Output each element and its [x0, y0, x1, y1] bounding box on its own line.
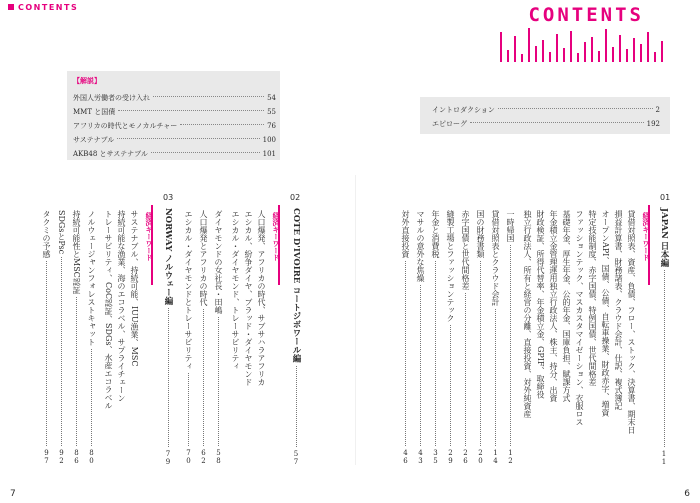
- toc-entry-page: 46: [401, 449, 410, 465]
- toc-entry-page: 14: [491, 449, 500, 465]
- section-title-japan: [658, 208, 670, 466]
- toc-entry-title: 年金と消費税: [431, 210, 440, 258]
- section-number: 03: [163, 193, 174, 202]
- decorative-bar: [507, 50, 509, 62]
- leader-dots: [480, 261, 481, 446]
- header-right-title: CONTENTS: [528, 4, 644, 26]
- leader-dots: [118, 110, 264, 111]
- leader-dots: [420, 285, 421, 446]
- decorative-bar: [584, 42, 586, 62]
- keyword-line: ファッションテック、マスカスタマイゼーション、衣服ロス: [575, 210, 584, 426]
- section-number: 01: [660, 193, 671, 202]
- commentary-box: [67, 71, 280, 160]
- intro-box: [420, 97, 670, 134]
- toc-entry: [416, 210, 424, 465]
- decorative-bar: [563, 48, 565, 62]
- commentary-item: [73, 148, 276, 159]
- leader-dots: [151, 152, 260, 153]
- decorative-bar: [661, 41, 663, 62]
- decorative-bar: [521, 54, 523, 62]
- decorative-bar: [598, 51, 600, 62]
- page-gutter: [355, 175, 356, 465]
- keyword-line: サステナブル、持続可能、IUU漁業、MSC: [130, 210, 139, 367]
- toc-entry: [506, 210, 514, 465]
- commentary-item: [73, 120, 276, 131]
- toc-entry-title: 一時帰国: [506, 210, 515, 242]
- toc-entry-page: 43: [416, 449, 425, 465]
- toc-entry-title: 赤字国債と世代間格差: [461, 210, 470, 290]
- section-page: 79: [164, 450, 172, 466]
- section-title-norway: [162, 208, 174, 466]
- section-title-text: JAPAN 日本編: [659, 208, 669, 268]
- toc-entry: [461, 210, 469, 465]
- leader-dots: [168, 308, 169, 447]
- toc-entry-title: 貸借対照表とクラウド会計: [491, 210, 500, 306]
- intro-item: [432, 104, 660, 115]
- toc-entry-page: 70: [184, 449, 193, 465]
- toc-entry-page: 26: [461, 449, 470, 465]
- leader-dots: [76, 297, 77, 446]
- decorative-bar: [514, 36, 516, 62]
- toc-entry: [57, 210, 65, 465]
- leader-dots: [664, 270, 665, 447]
- toc-entry-page: 35: [431, 449, 440, 465]
- toc-entry-page: 92: [57, 449, 66, 465]
- keyword-line: エシカル・ダイヤモンド、トレーサビリティ: [231, 210, 240, 370]
- toc-entry-title: 人口爆発とアフリカの時代: [199, 210, 208, 306]
- commentary-item: [73, 92, 276, 103]
- decorative-bar: [605, 29, 607, 62]
- commentary-item: [73, 134, 276, 145]
- toc-entry-title: 持続可能性とMSC認証: [72, 210, 81, 294]
- keyword-line: 貸借対照表、資産、負債、フロー、ストック、決算書、期末日: [627, 210, 636, 434]
- toc-entry-page: 12: [506, 449, 515, 465]
- commentary-item-title: MMT と国債: [73, 107, 116, 116]
- section-title-text: NORWAY ノルウェー編: [163, 208, 173, 306]
- leader-dots: [218, 317, 219, 446]
- toc-entry: [476, 210, 484, 465]
- keyword-line: トレーサビリティ、CoC認証、SDGs、水産エコラベル: [104, 210, 113, 410]
- commentary-item-page: 76: [267, 121, 276, 130]
- commentary-item-title: サステナブル: [73, 135, 115, 144]
- toc-entry: [87, 210, 95, 465]
- decorative-bar: [556, 34, 558, 62]
- keyword-line: 特定技能制度、赤字国債、特例国債、世代間格差: [588, 210, 597, 386]
- toc-entry-title: SDGsとPsc: [57, 210, 66, 255]
- toc-entry: [184, 210, 192, 465]
- intro-item-title: イントロダクション: [432, 105, 495, 114]
- toc-entry-page: 58: [214, 449, 223, 465]
- decorative-bar: [626, 49, 628, 62]
- commentary-title: 【解説】: [73, 76, 101, 85]
- commentary-item-page: 101: [262, 149, 276, 158]
- leader-dots: [470, 122, 644, 123]
- header-left-label: [8, 3, 78, 12]
- toc-entry-page: 86: [72, 449, 81, 465]
- keyword-label: 経済キーワード: [642, 212, 651, 261]
- intro-item: [432, 118, 660, 129]
- toc-entry-title: 対外直接投資: [401, 210, 410, 258]
- commentary-item-page: 54: [267, 93, 276, 102]
- section-title-text: COTE D'IVOIRE コートジボワール編: [291, 208, 301, 363]
- section-page: 57: [292, 450, 300, 466]
- toc-entry-title: ダイヤモンドの女社長・田嶋: [214, 210, 223, 314]
- commentary-item-page: 100: [262, 135, 276, 144]
- keyword-line: 損益計算書、財務諸表、クラウド会計、仕訳、複式簿記: [614, 210, 623, 410]
- leader-dots: [405, 261, 406, 446]
- decorative-bar: [654, 52, 656, 62]
- square-icon: [8, 4, 14, 10]
- leader-dots: [203, 309, 204, 446]
- page-number-right: 6: [684, 489, 690, 499]
- toc-entry-title: ノルウェージャンフォレストキャット: [87, 210, 96, 346]
- keyword-label: 経済キーワード: [145, 212, 154, 261]
- keyword-line: オープンAPI、国債、公債、自転車操業、財政赤字、増資: [601, 210, 610, 417]
- decorative-bar: [570, 31, 572, 62]
- toc-entry-title: タクミの予感: [42, 210, 51, 258]
- section-page: 11: [660, 450, 668, 466]
- decorative-bar: [619, 35, 621, 62]
- commentary-item-title: 外国人労働者の受け入れ: [73, 93, 150, 102]
- toc-entry: [214, 210, 222, 465]
- leader-dots: [495, 309, 496, 446]
- leader-dots: [450, 325, 451, 446]
- decorative-bar: [542, 40, 544, 62]
- toc-entry-page: 80: [87, 449, 96, 465]
- decorative-bar: [500, 32, 502, 62]
- toc-entry-title: エシカル・ダイヤモンドとトレーサビリティ: [184, 210, 193, 370]
- leader-dots: [296, 366, 297, 447]
- decorative-bar: [535, 46, 537, 62]
- toc-entry-page: 62: [199, 449, 208, 465]
- toc-entry: [446, 210, 454, 465]
- toc-entry: [401, 210, 409, 465]
- commentary-item-title: AKB48 とサステナブル: [73, 149, 148, 158]
- keyword-label: 経済キーワード: [272, 212, 281, 261]
- leader-dots: [46, 261, 47, 446]
- decorative-bar: [633, 38, 635, 62]
- toc-entry-title: マサルの意外な焦燥: [416, 210, 425, 282]
- commentary-item-page: 55: [267, 107, 276, 116]
- commentary-item-title: アフリカの時代とモノカルチャー: [73, 121, 178, 130]
- keyword-line: エシカル、紛争ダイヤ、ブラッド・ダイヤモンド: [244, 210, 253, 386]
- toc-entry-page: 97: [42, 449, 51, 465]
- leader-dots: [465, 293, 466, 446]
- keyword-line: 基礎年金、厚生年金、公的年金、国庫負担、賦課方式: [562, 210, 571, 402]
- intro-item-title: エピローグ: [432, 119, 467, 128]
- toc-entry: [431, 210, 439, 465]
- decorative-bar: [549, 52, 551, 62]
- leader-dots: [61, 257, 62, 446]
- decorative-bar: [612, 47, 614, 62]
- leader-dots: [153, 96, 264, 97]
- keyword-line: 財政検証、所得代替率、年金積立金、GPIF、取締役: [536, 210, 545, 399]
- decorative-bar: [577, 53, 579, 62]
- keyword-line: 人口爆発、アフリカの時代、サブサハラアフリカ: [257, 210, 266, 386]
- section-number: 02: [290, 193, 301, 202]
- leader-dots: [498, 108, 653, 109]
- keyword-line: 独立行政法人、所有と経営の分離、直接投資、対外純資産: [523, 210, 532, 418]
- toc-entry-title: 縫製工場とファッションテック: [446, 210, 455, 322]
- keyword-line: 持続可能な漁業、海のエコラベル、サプライチェーン: [117, 210, 126, 402]
- toc-entry: [491, 210, 499, 465]
- leader-dots: [188, 373, 189, 446]
- toc-entry-page: 20: [476, 449, 485, 465]
- decorative-bar: [647, 32, 649, 62]
- decorative-bars: [500, 28, 670, 62]
- leader-dots: [91, 349, 92, 446]
- toc-entry: [199, 210, 207, 465]
- leader-dots: [117, 138, 259, 139]
- decorative-bar: [640, 44, 642, 62]
- leader-dots: [180, 124, 264, 125]
- intro-item-page: 192: [646, 119, 660, 128]
- decorative-bar: [591, 37, 593, 62]
- keyword-line: 年金積立金管理運用独立行政法人、株主、持分、出資: [549, 210, 558, 402]
- commentary-item: [73, 106, 276, 117]
- intro-item-page: 2: [655, 105, 660, 114]
- toc-entry: [42, 210, 50, 465]
- section-title-ivoire: [290, 208, 302, 466]
- page-number-left: 7: [10, 489, 16, 499]
- decorative-bar: [528, 28, 530, 62]
- toc-entry: [72, 210, 80, 465]
- leader-dots: [510, 245, 511, 446]
- header-left-text: CONTENTS: [18, 3, 79, 12]
- toc-entry-title: 国の財務書類: [476, 210, 485, 258]
- toc-entry-page: 29: [446, 449, 455, 465]
- leader-dots: [435, 261, 436, 446]
